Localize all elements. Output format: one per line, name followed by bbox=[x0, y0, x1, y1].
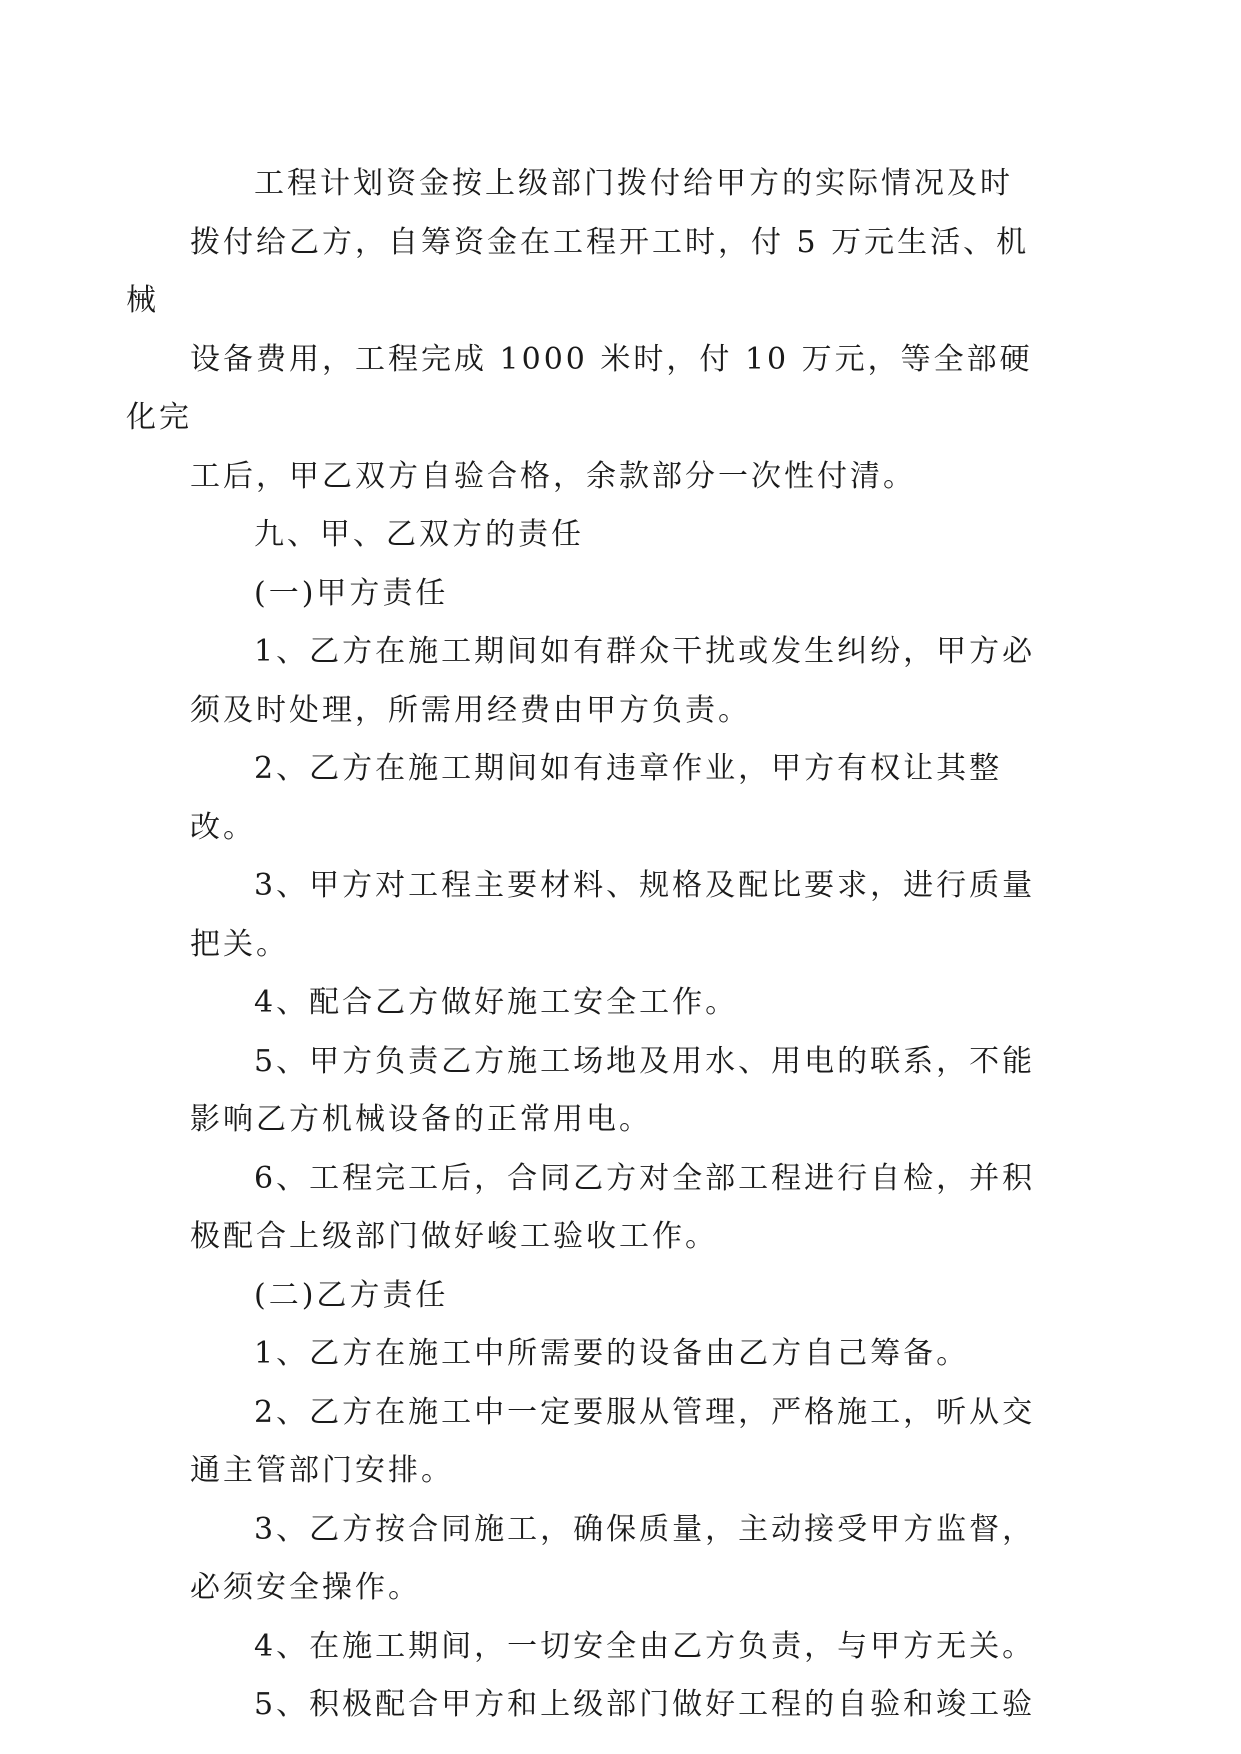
text-line: 工程计划资金按上级部门拨付给甲方的实际情况及时 bbox=[254, 166, 1013, 201]
text-line: (一)甲方责任 bbox=[254, 575, 449, 611]
party-a-item-4 bbox=[190, 974, 1050, 1033]
party-a-item-5 bbox=[190, 1033, 1050, 1150]
subsection-heading-party-a bbox=[190, 565, 1050, 624]
text-line: 4、在施工期间，一切安全由乙方负责，与甲方无关。 bbox=[254, 1628, 1036, 1664]
text-line: 影响乙方机械设备的正常用电。 bbox=[190, 1102, 652, 1137]
text-line: 2、乙方在施工期间如有违章作业，甲方有权让其整改。 bbox=[190, 751, 1003, 845]
text-line: 把关。 bbox=[190, 926, 289, 962]
text-line: 6、工程完工后，合同乙方对全部工程进行自检，并积 bbox=[254, 1160, 1036, 1196]
text-line: 2、乙方在施工中一定要服从管理，严格施工，听从交 bbox=[254, 1394, 1036, 1430]
party-a-item-2 bbox=[190, 740, 1050, 857]
document-page bbox=[126, 155, 1050, 1735]
party-b-item-1 bbox=[190, 1325, 1050, 1384]
text-line: 3、乙方按合同施工，确保质量，主动接受甲方监督， bbox=[254, 1511, 1036, 1547]
text-line: 必须安全操作。 bbox=[190, 1570, 421, 1605]
party-b-item-3 bbox=[190, 1501, 1050, 1618]
text-line: 5、积极配合甲方和上级部门做好工程的自验和竣工验 bbox=[254, 1687, 1036, 1722]
party-a-item-6 bbox=[190, 1150, 1050, 1267]
subsection-heading-party-b bbox=[190, 1267, 1050, 1326]
text-line: 5、甲方负责乙方施工场地及用水、用电的联系，不能 bbox=[254, 1043, 1036, 1079]
party-b-item-2 bbox=[190, 1384, 1050, 1501]
text-line: 4、配合乙方做好施工安全工作。 bbox=[254, 985, 739, 1020]
text-line: 拨付给乙方，自筹资金在工程开工时，付 5 万元生活、机械 bbox=[126, 224, 1030, 318]
text-line: 1、乙方在施工中所需要的设备由乙方自己筹备。 bbox=[254, 1336, 970, 1371]
party-a-item-1 bbox=[190, 623, 1050, 740]
party-b-item-5 bbox=[190, 1676, 1050, 1735]
text-line: (二)乙方责任 bbox=[254, 1277, 449, 1313]
party-a-item-3 bbox=[190, 857, 1050, 974]
party-b-item-4 bbox=[190, 1618, 1050, 1677]
text-line: 工后，甲乙双方自验合格，余款部分一次性付清。 bbox=[190, 458, 916, 494]
paragraph-funding bbox=[126, 155, 1050, 506]
text-line: 须及时处理，所需用经费由甲方负责。 bbox=[190, 692, 751, 728]
section-heading-responsibilities bbox=[190, 506, 1050, 565]
text-line: 设备费用，工程完成 1000 米时，付 10 万元，等全部硬化完 bbox=[126, 341, 1033, 435]
text-line: 通主管部门安排。 bbox=[190, 1453, 454, 1488]
text-line: 1、乙方在施工期间如有群众干扰或发生纠纷，甲方必 bbox=[254, 634, 1036, 669]
text-line: 极配合上级部门做好峻工验收工作。 bbox=[190, 1219, 718, 1254]
text-line: 九、甲、乙双方的责任 bbox=[254, 517, 584, 552]
text-line: 3、甲方对工程主要材料、规格及配比要求，进行质量 bbox=[254, 868, 1036, 903]
